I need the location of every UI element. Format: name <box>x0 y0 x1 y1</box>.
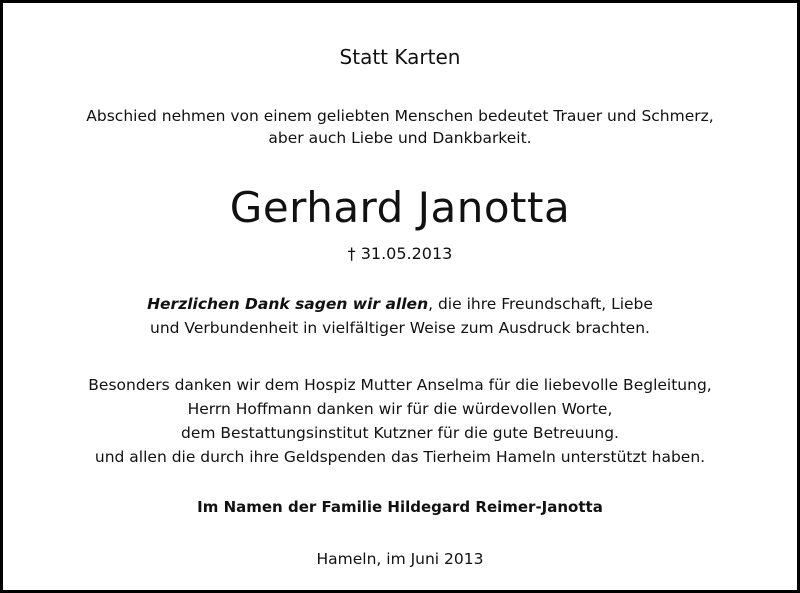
family-signature: Im Namen der Familie Hildegard Reimer-Janotta <box>197 498 603 516</box>
header-text: Statt Karten <box>339 45 461 69</box>
body-line-1: Besonders danken wir dem Hospiz Mutter Anselma für die liebevolle Begleitung, <box>88 376 712 394</box>
intro-line-1: Abschied nehmen von einem geliebten Menschen bedeutet Trauer und Schmerz, <box>86 107 714 125</box>
thanks-emphasis: Herzlichen Dank sagen wir allen <box>147 295 429 313</box>
thanks-line-1 <box>3 293 797 315</box>
body-line-2: Herrn Hoffmann danken wir für die würdevollen Worte, <box>187 400 613 418</box>
death-date: † 31.05.2013 <box>347 244 453 263</box>
intro-line-2: aber auch Liebe und Dankbarkeit. <box>268 129 532 147</box>
deceased-name: Gerhard Janotta <box>229 183 571 232</box>
thanks-line-2: und Verbundenheit in vielfältiger Weise zum Ausdruck brachten. <box>150 319 650 337</box>
body-line-4: und allen die durch ihre Geldspenden das Tierheim Hameln unterstützt haben. <box>94 448 706 466</box>
body-line-3: dem Bestattungsinstitut Kutzner für die gute Betreuung. <box>181 424 619 442</box>
thanks-rest: , die ihre Freundschaft, Liebe <box>428 295 653 313</box>
place-date: Hameln, im Juni 2013 <box>316 550 484 568</box>
